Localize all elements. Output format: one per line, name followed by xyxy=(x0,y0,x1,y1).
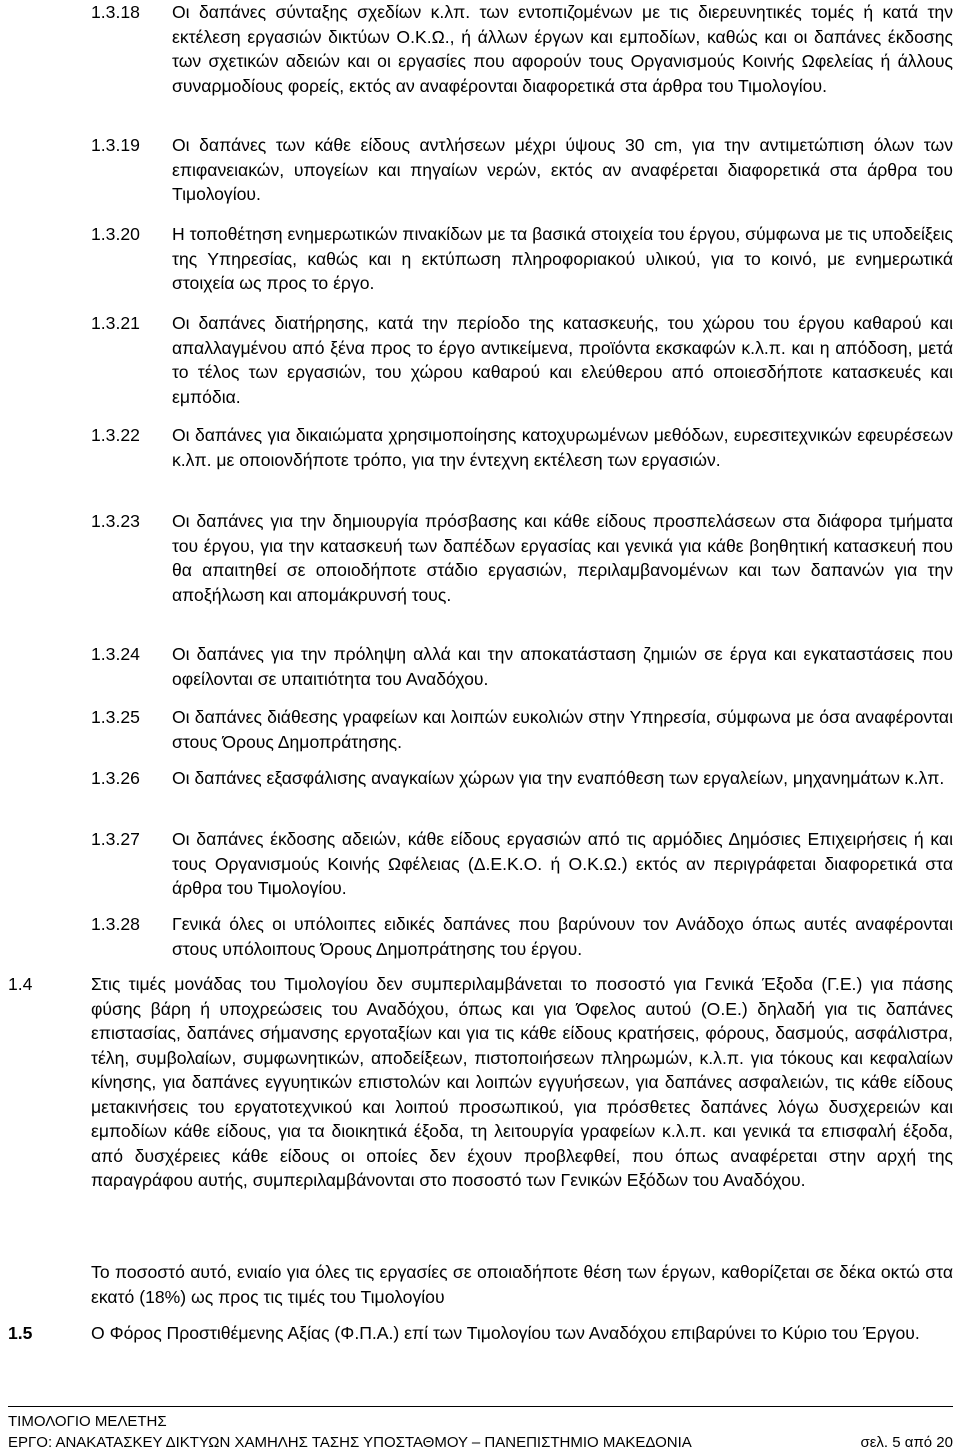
clause-text: Οι δαπάνες έκδοσης αδειών, κάθε είδους εργασιών από τις αρμόδιες Δημόσιες Επιχειρήσεις ή και τους Οργανισμούς Κοινής Ωφέλειας (Δ.Ε.Κ.Ο. ή Ο.Κ.Ω.) εκτός αν περιγράφεται διαφορετικά στα άρθρα του Τιμολογίου. xyxy=(172,829,953,898)
section-text: Στις τιμές μονάδας του Τιμολογίου δεν συμπεριλαμβάνεται το ποσοστό για Γενικά Έξοδα (Γ.Ε.) για πάσης φύσης βάρη ή υποχρεώσεις του Αναδόχου, όπως και για Όφελος αυτού (Ο.Ε.) δηλαδή για τις δαπάνες επιστασίας, δαπάνες σήμανσης εργοταξίων και για τις κάθε είδους κρατήσεις, φόρους, δασμούς, ασφάλιστρα, τέλη, συμβολαίων, συμφωνητικών, αποδείξεων, πιστοποιήσεων πληρωμών, κ.λ.π. για τόκους και κεφαλαίων κίνησης, για δαπάνες εγγυητικών επιστολών και λοιπών εγγυήσεων, για δαπάνες ασφαλειών, τις κάθε είδους μετακινήσεις του εργατοτεχνικού και λοιπού προσωπικού, για πρόσθετες δαπάνες λόγω δυσχερειών και εμποδίων κάθε είδους, για τα διοικητικά έξοδα, τη λειτουργία γραφείων κ.λ.π. και γενικά τα επισφαλή έξοδα, από δυσχέρειες κάθε είδους οι οποίες δεν έχουν προβλεφθεί, που όπως αναφέρεται στην αρχή της παραγράφου αυτής, συμπεριλαμβάνονται στο ποσοστό των Γενικών Εξόδων του Αναδόχου. xyxy=(91,974,953,1190)
clause-number: 1.3.27 xyxy=(91,829,140,849)
clause-1-3-25 xyxy=(0,705,960,754)
clause-1-3-27 xyxy=(0,827,960,901)
clause-text: Οι δαπάνες των κάθε είδους αντλήσεων μέχρι ύψους 30 cm, για την αντιμετώπιση όλων των επιφανειακών, υπογείων και πηγαίων νερών, εκτός αν αναφέρεται διαφορετικά στα άρθρα του Τιμολογίου. xyxy=(172,135,953,204)
clause-number: 1.3.24 xyxy=(91,644,140,664)
footer-divider xyxy=(8,1406,953,1407)
clause-1-3-23 xyxy=(0,509,960,607)
clause-1-3-26 xyxy=(0,766,960,791)
clause-text: Οι δαπάνες για την δημιουργία πρόσβασης και κάθε είδους προσπελάσεων στα διάφορα τμήματα του έργου, για την κατασκευή των δαπέδων εργασίας και γενικά για κάθε βοηθητική κατασκευή που θα απαιτηθεί σε οποιοδήποτε στάδιο εργασιών, περιλαμβανομένων και των δαπανών για την αποξήλωση και απομάκρυνσή τους. xyxy=(172,511,953,605)
clause-1-3-24 xyxy=(0,642,960,691)
clause-1-3-19 xyxy=(0,133,960,207)
clause-1-3-28 xyxy=(0,912,960,961)
clause-1-3-20 xyxy=(0,222,960,296)
page-number: σελ. 5 από 20 xyxy=(860,1434,953,1451)
clause-number: 1.3.23 xyxy=(91,511,140,531)
section-number: 1.5 xyxy=(8,1323,33,1343)
clause-1-3-21 xyxy=(0,311,960,409)
clause-number: 1.3.21 xyxy=(91,313,140,333)
footer-title: ΤΙΜΟΛΟΓΙΟ ΜΕΛΕΤΗΣ xyxy=(8,1413,167,1430)
clause-number: 1.3.25 xyxy=(91,707,140,727)
clause-text: Γενικά όλες οι υπόλοιπες ειδικές δαπάνες που βαρύνουν τον Ανάδοχο όπως αυτές αναφέρονται στους υπόλοιπους Όρους Δημοπράτησης του έργου. xyxy=(172,914,953,959)
section-1-5 xyxy=(0,1321,960,1346)
section-text: Ο Φόρος Προστιθέμενης Αξίας (Φ.Π.Α.) επί των Τιμολογίου των Αναδόχου επιβαρύνει το Κύριο του Έργου. xyxy=(91,1323,920,1343)
clause-text: Οι δαπάνες εξασφάλισης αναγκαίων χώρων για την εναπόθεση των εργαλείων, μηχανημάτων κ.λπ. xyxy=(172,768,945,788)
clause-number: 1.3.18 xyxy=(91,2,140,22)
clause-text: Οι δαπάνες για την πρόληψη αλλά και την αποκατάσταση ζημιών σε έργα και εγκαταστάσεις που οφείλονται σε υπαιτιότητα του Αναδόχου. xyxy=(172,644,953,689)
clause-number: 1.3.26 xyxy=(91,768,140,788)
section-1-4 xyxy=(0,972,960,1193)
clause-1-3-22 xyxy=(0,423,960,472)
footer-project: ΕΡΓΟ: ΑΝΑΚΑΤΑΣΚΕΥ ΔΙΚΤΥΩΝ ΧΑΜΗΛΗΣ ΤΑΣΗΣ ΥΠΟΣΤΑΘΜΟΥ – ΠΑΝΕΠΙΣΤΗΜΙΟ ΜΑΚΕΔΟΝΙΑ xyxy=(8,1434,692,1451)
clause-number: 1.3.28 xyxy=(91,914,140,934)
clause-number: 1.3.20 xyxy=(91,224,140,244)
clause-text: Οι δαπάνες διάθεσης γραφείων και λοιπών ευκολιών στην Υπηρεσία, σύμφωνα με όσα αναφέρονται στους Όρους Δημοπράτησης. xyxy=(172,707,953,752)
clause-number: 1.3.19 xyxy=(91,135,140,155)
clause-text: Η τοποθέτηση ενημερωτικών πινακίδων με τα βασικά στοιχεία του έργου, σύμφωνα με τις υποδείξεις της Υπηρεσίας, καθώς και η εκτύπωση πληροφοριακού υλικού, για το κοινό, με ενημερωτικά στοιχεία ως προς το έργο. xyxy=(172,224,953,293)
section-1-4-rate-paragraph: Το ποσοστό αυτό, ενιαίο για όλες τις εργασίες σε οποιαδήποτε θέση των έργων, καθορίζεται σε δέκα οκτώ στα εκατό (18%) ως προς τις τιμές του Τιμολογίου xyxy=(91,1262,953,1307)
clause-text: Οι δαπάνες σύνταξης σχεδίων κ.λπ. των εντοπιζομένων με τις διερευνητικές τομές ή κατά την εκτέλεση εργασιών δικτύων Ο.Κ.Ω., ή άλλων έργων και εμποδίων, καθώς και οι δαπάνες έκδοσης των σχετικών αδειών και οι εργασίες που αφορούν τους Οργανισμούς Κοινής Ωφελείας ή άλλους συναρμοδίους φορείς, εκτός αν αναφέρονται διαφορετικά στα άρθρα του Τιμολογίου. xyxy=(172,2,953,96)
clause-1-3-18 xyxy=(0,0,960,98)
clause-text: Οι δαπάνες διατήρησης, κατά την περίοδο της κατασκευής, του χώρου του έργου καθαρού και απαλλαγμένου από ξένα προς το έργο αντικείμενα, προϊόντα εκσκαφών κ.λ.π. και η απόδοση, μετά το τέλος των εργασιών, του χώρου καθαρού και ελεύθερου από οποιεσδήποτε κατασκευές και εμπόδια. xyxy=(172,313,953,407)
section-number: 1.4 xyxy=(8,974,33,994)
clause-text: Οι δαπάνες για δικαιώματα χρησιμοποίησης κατοχυρωμένων μεθόδων, ευρεσιτεχνικών εφευρέσεων κ.λπ. με οποιονδήποτε τρόπο, για την έντεχνη εκτέλεση των εργασιών. xyxy=(172,425,953,470)
clause-number: 1.3.22 xyxy=(91,425,140,445)
